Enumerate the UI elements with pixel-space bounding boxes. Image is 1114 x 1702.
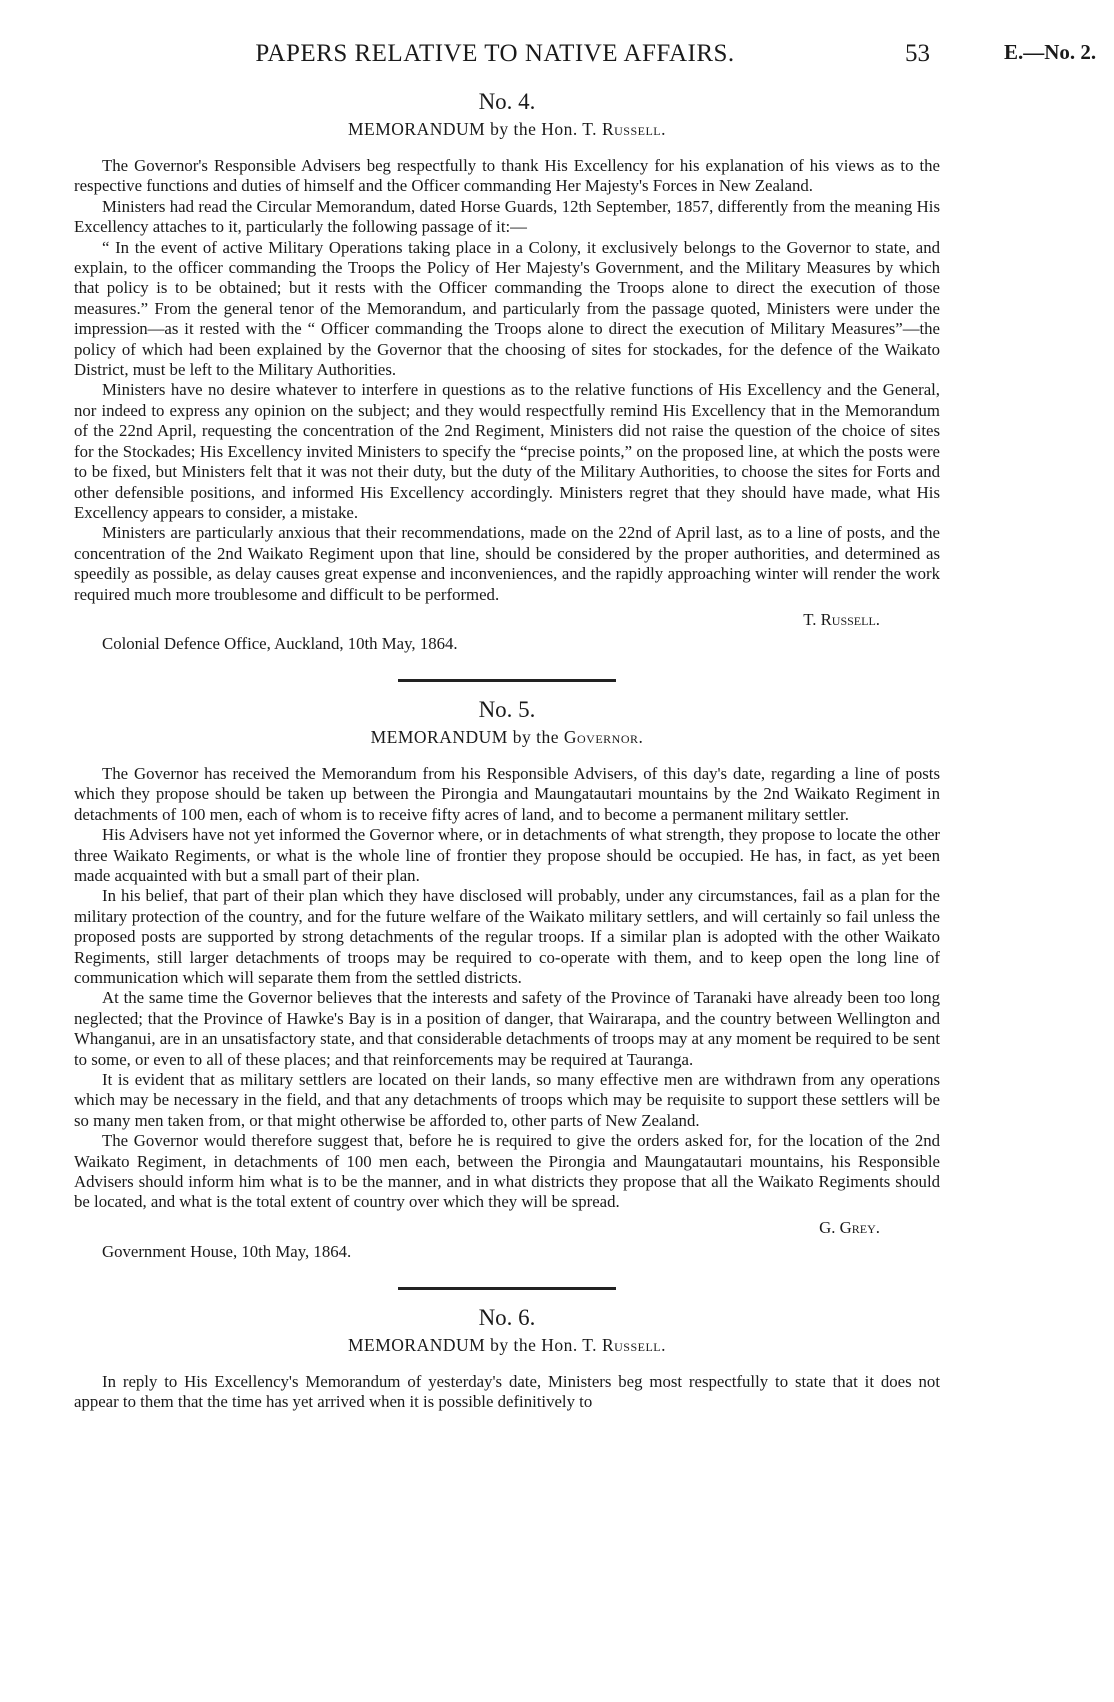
running-head [0, 40, 1114, 74]
paragraph: In reply to His Excellency's Memorandum of yesterday's date, Ministers beg most respectfully to state that it does not appear to them that the time has yet arrived when it is possible definitively to [74, 1371, 940, 1412]
paragraph: At the same time the Governor believes that the interests and safety of the Province of Taranaki have already been too long neglected; that the Province of Hawke's Bay is in a position of danger, that Wairarapa, and the country between Wellington and Whanganui, are in an unsatisfactory state, and that considerable detachments of troops may at any moment be required to be sent to some, or even to all of these places; and that reinforcements may be required at Tauranga. [74, 988, 940, 1069]
place-and-date: Government House, 10th May, 1864. [102, 1241, 352, 1261]
paragraph: Ministers have no desire whatever to interfere in questions as to the relative functions of His Excellency and the General, nor indeed to express any opinion on the subject; and they would respectfully remind His Excellency that in the Memorandum of the 22nd April, requesting the concentration of the 2nd Regiment, Ministers did not raise the question of the choice of sites for the Stockades; His Excellency invited Ministers to specify the “precise points,” on the proposed line, at which the posts were to be fixed, but Ministers felt that it was not their duty, but the duty of the Military Authorities, to choose the sites for Forts and other defensible positions, and informed His Excellency accordingly. Ministers regret that they should have made, what His Excellency appears to consider, a mistake. [74, 380, 940, 522]
paragraph: “ In the event of active Military Operations taking place in a Colony, it exclusively belongs to the Governor to state, and explain, to the officer commanding the Troops the Policy of Her Majesty's Government, and the Military Measures by which that policy is to be obtained; but it rests with the Officer commanding the Troops alone to direct the execution of those measures.” From the general tenor of the Memorandum, and particularly from the passage quoted, Ministers were under the impression—as it rested with the “ Officer commanding the Troops alone to direct the execution of Military Measures”—the policy of which had been explained by the Governor that the choosing of sites for stockades, for the defence of the Waikato District, must be left to the Military Authorities. [74, 237, 940, 380]
memorandum-heading [74, 1334, 940, 1356]
memorandum-no-4 [74, 88, 940, 655]
heading-author: Russell. [601, 119, 666, 139]
heading-author: Governor. [563, 726, 644, 747]
memorandum-heading [74, 118, 940, 140]
section-divider [398, 1287, 616, 1290]
paragraph: Ministers are particularly anxious that their recommendations, made on the 22nd of April last, as to a line of posts, and the concentration of the 2nd Waikato Regiment upon that line, should be considered by the proper authorities, and determined as speedily as possible, as delay causes great expense and inconveniences, and the rapidly approaching winter will render the work required much more troublesome and difficult to be performed. [74, 523, 940, 604]
signature: G. Grey. [819, 1217, 880, 1237]
paragraph: His Advisers have not yet informed the Governor where, or in detachments of what strength, they propose to locate the other three Waikato Regiments, or what is the whole line of frontier they propose should be occupied. He has, in fact, as yet been made acquainted with but a small part of their plan. [74, 825, 940, 885]
section-divider [398, 679, 616, 682]
running-head-title: PAPERS RELATIVE TO NATIVE AFFAIRS. [255, 40, 735, 67]
memorandum-no-5 [74, 696, 940, 1263]
memorandum-heading [74, 726, 940, 748]
memorandum-no-6 [74, 1304, 940, 1413]
place-and-date: Colonial Defence Office, Auckland, 10th May, 1864. [102, 633, 458, 653]
paragraph: Ministers had read the Circular Memorandum, dated Horse Guards, 12th September, 1857, differently from the meaning His Excellency attaches to it, particularly the following passage of it:— [74, 196, 940, 237]
paragraph: The Governor has received the Memorandum from his Responsible Advisers, of this day's date, regarding a line of posts which they propose should be taken up between the Pirongia and Maungatautari mountains by the 2nd Waikato Regiment in detachments of 100 men, each of whom is to receive fifty acres of land, and to become a permanent military settler. [74, 763, 940, 824]
document-number: No. 5. [478, 696, 536, 722]
page-body [74, 88, 940, 1413]
paragraph: It is evident that as military settlers are located on their lands, so many effective men are withdrawn from any operations which may be necessary in the field, and that any detachments of troops which may be requisite to support these settlers will be so many men taken from, or that might otherwise be afforded to, other parts of New Zealand. [74, 1070, 940, 1130]
paper-reference: E.—No. 2. [1004, 40, 1097, 64]
heading-author: Russell. [601, 1334, 666, 1355]
heading-main: MEMORANDUM by the [370, 726, 559, 747]
document-number: No. 6. [478, 1304, 536, 1330]
heading-main: MEMORANDUM by the Hon. T. [347, 119, 598, 139]
document-number: No. 4. [478, 89, 536, 114]
page-number: 53 [905, 40, 930, 67]
heading-main: MEMORANDUM by the Hon. T. [347, 1334, 598, 1355]
paragraph: The Governor would therefore suggest that, before he is required to give the orders asked for, for the location of the 2nd Waikato Regiment, in detachments of 100 men each, between the Pirongia and Maungatautari mountains, his Responsible Advisers should inform him what is to be the manner, and in what districts they propose that all the Waikato Regiments should be located, and what is the total extent of country over which they will be spread. [74, 1131, 940, 1212]
signature: T. Russell. [803, 609, 880, 629]
paragraph: In his belief, that part of their plan which they have disclosed will probably, under any circumstances, fail as a plan for the military protection of the country, and for the future welfare of the Waikato military settlers, and will certainly so fail unless the proposed posts are supported by strong detachments of the regular troops. If a similar plan is adopted with the other Waikato Regiments, still larger detachments of troops may be required to co-operate with them, and to keep open the long line of communication which will separate them from the settled districts. [74, 886, 940, 987]
paragraph: The Governor's Responsible Advisers beg respectfully to thank His Excellency for his explanation of his views as to the respective functions and duties of himself and the Officer commanding Her Majesty's Forces in New Zealand. [74, 156, 940, 196]
